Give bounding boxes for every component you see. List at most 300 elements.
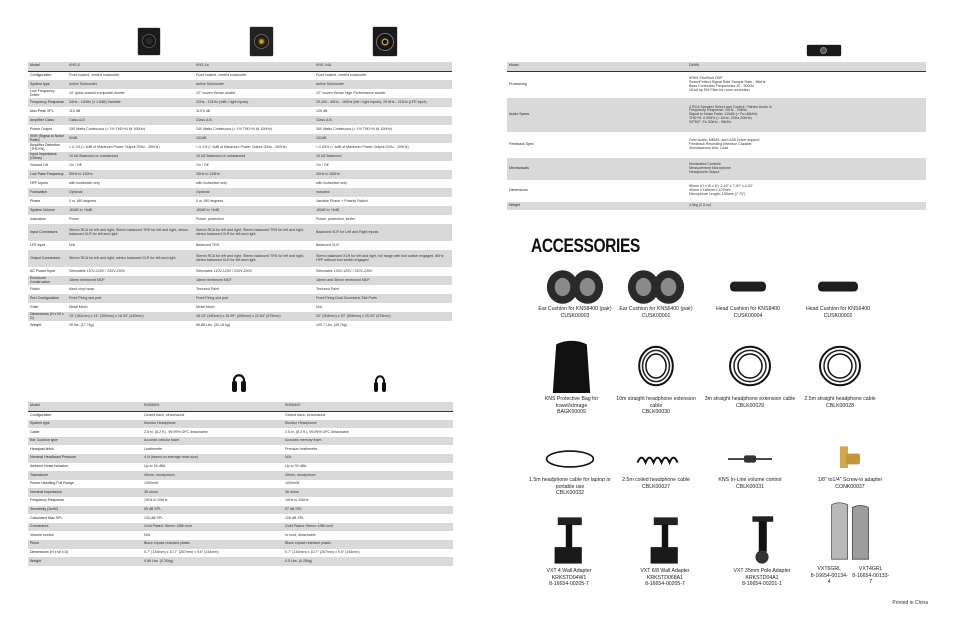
accessory-item bbox=[788, 268, 888, 319]
accessory-name: VXT 35mm Pole Adapter bbox=[733, 568, 791, 574]
table-row bbox=[28, 116, 452, 125]
spec-value-cell: 102dB bbox=[314, 134, 452, 143]
wall-adapter-icon bbox=[529, 513, 609, 568]
spec-label-cell: LFE input bbox=[28, 241, 67, 250]
spec-value-cell: 240 Watts Continuous (> 1% THD+N @ 100Hz) bbox=[194, 125, 314, 134]
spec-value-cell: 18.15" (460mm) x 15.99" (406mm) x 22.64" (575mm) bbox=[194, 312, 314, 321]
spec-value-cell: 125 dB SPL bbox=[142, 514, 283, 523]
spec-label-cell: Nominal Headband Pressure bbox=[28, 454, 142, 463]
spec-value-cell: N/A bbox=[283, 454, 453, 463]
spec-label-cell: Ambient Noise Isolation bbox=[28, 463, 142, 472]
accessory-name: KNS Protective Bag for travel/storage bbox=[544, 396, 599, 409]
spec-value-cell: 18mm reinforced MDF bbox=[67, 276, 194, 285]
spec-value-cell: Textured Paint bbox=[314, 285, 452, 294]
spec-value-cell: KNS8400 bbox=[142, 402, 283, 411]
spec-label-cell: Sensitivity (1mW) bbox=[28, 506, 142, 515]
spec-value-cell: KNS-8 bbox=[67, 62, 194, 71]
spec-label-cell: Pinch bbox=[28, 540, 142, 549]
spec-value-cell: Up to 30 dBA bbox=[283, 463, 453, 472]
spec-label-cell: Calculated Max SPL bbox=[28, 514, 142, 523]
table-row bbox=[28, 321, 452, 330]
spec-label-cell: Input Connectors bbox=[28, 224, 67, 241]
accessory-item bbox=[529, 513, 609, 588]
spec-value-cell: 18mm and 36mm reinforced MDF bbox=[314, 276, 452, 285]
accessory-name: 3m straight headphone extension cable bbox=[704, 396, 796, 402]
table-row bbox=[28, 437, 453, 446]
spec-value-cell: 125 dB bbox=[314, 107, 452, 116]
spec-value-cell: 0.5 Lbs. (0.28kg) bbox=[283, 557, 453, 566]
spec-value-cell: Front Firing slot port bbox=[67, 294, 194, 303]
table-row bbox=[28, 523, 453, 532]
spec-label-cell: System Volume bbox=[28, 206, 67, 215]
spec-value-cell: -80dB to +6dB bbox=[194, 206, 314, 215]
spec-value-cell: with footswitch only bbox=[67, 179, 194, 188]
spec-value-cell: 10Hz to 20kHz bbox=[283, 497, 453, 506]
spec-value-cell: Front loaded, vented subwoofer bbox=[67, 71, 194, 80]
table-row bbox=[28, 420, 453, 429]
spec-value-cell: 119.5 dB bbox=[194, 107, 314, 116]
spec-value-cell: Variable Phase + Polarity Switch bbox=[314, 197, 452, 206]
spec-value-cell: 66.88 Lbs. (30.18 kg) bbox=[194, 321, 314, 330]
accessory-name: 10m straight headphone extension cable bbox=[616, 396, 696, 409]
spec-value-cell: < 0.05% (> 6dB of Maximum Power Output 20Hz - 200Hz) bbox=[314, 143, 452, 152]
accessory-item bbox=[700, 336, 800, 409]
spec-label-cell: Feedback Spec bbox=[507, 132, 687, 158]
table-row bbox=[507, 180, 926, 202]
spec-label-cell: Grille bbox=[28, 303, 67, 312]
spec-value-cell: Black impact resistant plastic bbox=[283, 540, 453, 549]
table-row bbox=[28, 197, 452, 206]
spec-label-cell: Dimensions (H x W x D) bbox=[28, 549, 142, 558]
accessory-item bbox=[614, 336, 698, 416]
spec-label-cell: Dimensions (H x W x D) bbox=[28, 312, 67, 321]
spec-value-cell: N/A bbox=[67, 241, 194, 250]
spec-value-cell: 35Hz to 125Hz bbox=[194, 170, 314, 179]
kns6400-headphone-image bbox=[373, 370, 387, 394]
spec-value-cell: 40Hz to 160Hz bbox=[314, 170, 452, 179]
accessory-item bbox=[700, 441, 800, 490]
spec-value-cell: included bbox=[314, 188, 452, 197]
table-row bbox=[28, 188, 452, 197]
accessory-name: VXT6GRL bbox=[817, 566, 842, 572]
spec-label-cell: Phase bbox=[28, 197, 67, 206]
spec-value-cell: KRK5 ShulTech DSP ResonPerfect Signal Rate Sample Rate - 96kHz Bass Correction Frequencies 20 - 300Hz 16-bit up EM Filter for room correction bbox=[687, 71, 926, 98]
volume-knob-icon bbox=[820, 47, 827, 54]
coiled-cable-icon bbox=[614, 441, 698, 477]
table-row bbox=[28, 224, 452, 241]
table-row bbox=[28, 540, 453, 549]
accessory-name: VXT 6/8 Wall Adapter bbox=[640, 568, 690, 574]
spec-label-cell: Model bbox=[28, 402, 142, 411]
woofer-cone-icon bbox=[142, 34, 156, 48]
spec-value-cell: 5.7" (145mm) x 10.7" (267mm) x 9.6" (244mm) bbox=[283, 549, 453, 558]
table-row bbox=[28, 161, 452, 170]
spec-value-cell: Selectable 110V-120V / 220V-240V bbox=[67, 267, 194, 276]
spec-value-cell: 10Hz to 20kHz bbox=[142, 497, 283, 506]
table-row bbox=[28, 463, 453, 472]
spec-label-cell: Finish bbox=[28, 285, 67, 294]
spec-value-cell: Class A-B bbox=[67, 116, 194, 125]
volume-control-icon bbox=[700, 441, 800, 477]
table-row bbox=[507, 98, 926, 132]
spec-value-cell: Monitor Headphone bbox=[283, 420, 453, 429]
spec-value-cell: On / Off bbox=[67, 161, 194, 170]
spec-value-cell: 29-250 - 40Hz - 160Hz (left / right inputs), 29.5Hz - 211Hz (LFE input) bbox=[314, 98, 452, 107]
spec-value-cell: Balanced TRS bbox=[194, 241, 314, 250]
table-row bbox=[507, 71, 926, 98]
spec-value-cell: 89mm (H x W x D): 2.16" x 7.30" x 4.20" 40mm x 185mm x 107mm Microphone Length: 195mm (7.70") bbox=[687, 180, 926, 202]
spec-value-cell: Stereo RCA for left and right, stereo balanced XLR for left and right bbox=[67, 250, 194, 267]
spec-value-cell: < 0.1% (> 6dB of Maximum Power Output 20Hz - 200Hz) bbox=[194, 143, 314, 152]
spec-value-cell: KNS6400 bbox=[283, 402, 453, 411]
knsv4a-subwoofer-image bbox=[373, 27, 397, 56]
spec-value-cell: 36 ohms bbox=[283, 488, 453, 497]
spec-value-cell: 2.5 m, (8.2 ft.), 99.99% OFC detachable bbox=[142, 428, 283, 437]
spec-label-cell: Weight bbox=[28, 321, 67, 330]
spec-value-cell: Over Audio, MEMS, and USB Driver support Feedback Recording Interface Capable Simultaneous Use, Load bbox=[687, 132, 926, 158]
spec-value-cell: Black impact resistant plastic bbox=[142, 540, 283, 549]
accessory-name: Head Cushion for KNS8400 bbox=[715, 306, 781, 312]
spec-value-cell: Closed back, circumaural bbox=[283, 411, 453, 420]
spec-value-cell: Power bbox=[67, 215, 194, 224]
accessory-item bbox=[800, 441, 900, 490]
spec-value-cell: 20" (508mm) x 20" (508mm) x 25.00" (575mm) bbox=[314, 312, 452, 321]
spec-value-cell: Active Subwoofer bbox=[194, 80, 314, 89]
accessory-name: 2.5m coiled headphone cable bbox=[622, 477, 690, 483]
spec-label-cell: Configuration bbox=[28, 71, 67, 80]
spec-value-cell: Gold Plated: Stereo 1/8th inch bbox=[283, 523, 453, 532]
accessory-item bbox=[617, 268, 695, 319]
spec-value-cell: 36 ohms bbox=[142, 488, 283, 497]
accessory-item bbox=[536, 268, 614, 319]
accessory-item bbox=[625, 513, 705, 588]
table-row bbox=[28, 152, 452, 161]
spec-value-cell: Class A-B bbox=[194, 116, 314, 125]
table-row bbox=[28, 285, 452, 294]
spec-value-cell: 10 kΩ Balanced or unbalanced bbox=[67, 152, 194, 161]
spec-label-cell: Low Pass Frequency bbox=[28, 170, 67, 179]
accessory-code: 8-16654-00134-4 bbox=[810, 572, 848, 585]
spec-value-cell: with footswitch only bbox=[194, 179, 314, 188]
spec-value-cell: with footswitch only bbox=[314, 179, 452, 188]
spec-value-cell: 5.7" (145mm) x 10.7" (267mm) x 9.6" (244mm) bbox=[142, 549, 283, 558]
spec-value-cell: Optional bbox=[67, 188, 194, 197]
accessory-item bbox=[810, 498, 890, 586]
spec-value-cell: Up to 26 dBA bbox=[142, 463, 283, 472]
wall-adapter-icon bbox=[625, 513, 705, 568]
spec-value-cell: Active Subwoofer bbox=[67, 80, 194, 89]
spec-label-cell: Input Impedance (Ohms) bbox=[28, 152, 67, 161]
spec-value-cell: 102dB bbox=[194, 134, 314, 143]
controller-spec-table bbox=[507, 62, 926, 210]
table-row bbox=[28, 276, 452, 285]
spec-value-cell: Selectable 110V-120V / 220V-240V bbox=[194, 267, 314, 276]
table-row bbox=[28, 480, 453, 489]
table-row bbox=[28, 514, 453, 523]
spec-value-cell: Stereo RCA for left and right, Stereo balanced TRS for left and right, stereo balanced XLR for left and right bbox=[194, 224, 314, 241]
table-row bbox=[28, 267, 452, 276]
spec-value-cell: Metal Mesh bbox=[194, 303, 314, 312]
spec-value-cell: 32Hz - 131Hz (±dB / right inputs) bbox=[194, 98, 314, 107]
accessory-code: CBLK00030 bbox=[642, 409, 670, 415]
spec-value-cell: 4 RCA Speaker Select and Control / Stereo Audio in Frequency Response: 20Hz - 20kHz Signal to Noise Ratio: 110dB (> Fs=48kHz) THD+N: 0.005% (> 1kHz, 20Hz-20kHz) S/PDIF: Fs 32kHz - 96kHz bbox=[687, 98, 926, 132]
spec-value-cell: 0 or 180 degrees bbox=[194, 197, 314, 206]
accessory-code: CBLK00028 bbox=[826, 402, 854, 409]
spec-value-cell: Selectable 100V-120V / 220V-240V bbox=[314, 267, 452, 276]
spec-value-cell: Stereo balanced XLR for left and right, full range with foot switch engaged, 80Hz HPF without foot switch engaged bbox=[314, 250, 452, 267]
table-row bbox=[28, 303, 452, 312]
table-row bbox=[28, 549, 453, 558]
accessory-name: KNS In-Line volume control bbox=[718, 477, 782, 483]
grille-caption bbox=[852, 566, 891, 586]
accessory-code: CUSK00001 bbox=[641, 312, 671, 319]
accessory-item bbox=[525, 441, 615, 497]
spec-value-cell: 50Hz to 130Hz bbox=[67, 170, 194, 179]
accessory-name: Ear Cushion for KNS6400 (pair) bbox=[619, 306, 693, 312]
spec-value-cell: 115 dB bbox=[67, 107, 194, 116]
accessory-code: BAGK00009 bbox=[557, 409, 586, 415]
headphones-spec-table bbox=[28, 402, 453, 566]
spec-value-cell: Optional bbox=[194, 188, 314, 197]
spec-label-cell: Connectors bbox=[28, 523, 142, 532]
spec-label-cell: Low Frequency Driver bbox=[28, 89, 67, 98]
spec-label-cell: Amplifier Class bbox=[28, 116, 67, 125]
spec-label-cell: Processing bbox=[507, 71, 687, 98]
spec-value-cell: On / Off bbox=[314, 161, 452, 170]
spec-value-cell: Power, protection, limiter bbox=[314, 215, 452, 224]
spec-value-cell: 4 N (based on average head size) bbox=[142, 454, 283, 463]
spec-label-cell: SNR (Signal to Noise Ratio) bbox=[28, 134, 67, 143]
spec-label-cell: Headpad finish bbox=[28, 445, 142, 454]
spec-value-cell: 39 lbs. (17.7kg) bbox=[67, 321, 194, 330]
spec-label-cell: Weight bbox=[28, 557, 142, 566]
table-row bbox=[28, 506, 453, 515]
table-header-row bbox=[28, 62, 452, 71]
table-row bbox=[28, 454, 453, 463]
spec-value-cell: Acoustic cellular foam bbox=[142, 437, 283, 446]
cable-icon bbox=[790, 336, 890, 396]
spec-value-cell: Gold Plated: Stereo 1/8th inch bbox=[142, 523, 283, 532]
spec-value-cell: Monitor Headphone bbox=[142, 420, 283, 429]
spec-value-cell: 4.9kg (2.5 oz) bbox=[687, 202, 926, 210]
cable-icon bbox=[525, 441, 615, 477]
table-row bbox=[28, 250, 452, 267]
kns8-subwoofer-image bbox=[138, 28, 160, 55]
table-header-row bbox=[28, 402, 453, 411]
table-row bbox=[507, 202, 926, 210]
cable-icon bbox=[614, 336, 698, 396]
spec-value-cell: Class A-B bbox=[314, 116, 452, 125]
spec-value-cell: 10 kΩ Balanced or unbalanced bbox=[194, 152, 314, 161]
spec-label-cell: Output Connectors bbox=[28, 250, 67, 267]
spec-value-cell: 18mm reinforced MDF bbox=[194, 276, 314, 285]
accessory-upc: 8-16654-00201-1 bbox=[742, 581, 782, 587]
spec-value-cell: -80dB to +6dB bbox=[67, 206, 194, 215]
table-row bbox=[28, 215, 452, 224]
spec-label-cell: Ground Lift bbox=[28, 161, 67, 170]
accessory-code: KRKSTD068A1 bbox=[646, 574, 684, 581]
accessory-code: CBLK00029 bbox=[736, 402, 764, 409]
accessory-code: CUSK00003 bbox=[560, 312, 590, 319]
accessory-item bbox=[703, 268, 793, 319]
spec-label-cell: Nominal Impedance bbox=[28, 488, 142, 497]
spec-value-cell: Power, protection bbox=[194, 215, 314, 224]
spec-value-cell: 126 dB SPL bbox=[283, 514, 453, 523]
spec-label-cell: System type bbox=[28, 80, 67, 89]
table-row bbox=[28, 294, 452, 303]
table-row bbox=[28, 71, 452, 80]
table-row bbox=[28, 488, 453, 497]
spec-label-cell: Dimensions bbox=[507, 180, 687, 202]
spec-label-cell: Footswitch bbox=[28, 188, 67, 197]
accessory-name: 1.5m headphone cable for laptop or portable use bbox=[529, 477, 611, 490]
cable-icon bbox=[700, 336, 800, 396]
kns1a-subwoofer-image bbox=[250, 27, 273, 56]
table-row bbox=[28, 170, 452, 179]
ear-cushion-icon bbox=[536, 268, 614, 306]
accessory-name: Ear Cushion for KNS8400 (pair) bbox=[538, 306, 612, 312]
spec-value-cell: Front loaded, vented subwoofer bbox=[314, 71, 452, 80]
spec-value-cell: Balanced XLR bbox=[314, 241, 452, 250]
grille-caption-row bbox=[810, 566, 890, 586]
spec-label-cell: Port Configuration bbox=[28, 294, 67, 303]
accessory-item bbox=[614, 441, 698, 490]
spec-value-cell: On / Off bbox=[194, 161, 314, 170]
spec-value-cell: 40mm, neodymium bbox=[283, 471, 453, 480]
spec-value-cell: Front loaded, vented subwoofer bbox=[194, 71, 314, 80]
spec-value-cell: -80dB to +6dB bbox=[314, 206, 452, 215]
spec-label-cell: Configuration bbox=[28, 411, 142, 420]
spec-value-cell: 1000mW bbox=[283, 480, 453, 489]
table-row bbox=[28, 312, 452, 321]
accessory-code: CBLK00032 bbox=[556, 490, 584, 496]
accessory-code: CUSK00004 bbox=[733, 312, 763, 319]
table-row bbox=[28, 134, 452, 143]
table-row bbox=[28, 428, 453, 437]
spec-value-cell: Metal Mesh bbox=[67, 303, 194, 312]
spec-label-cell: Enclosure Construction bbox=[28, 276, 67, 285]
accessory-upc: 8-16654-00205-7 bbox=[549, 581, 589, 587]
spec-value-cell: N/A bbox=[314, 303, 452, 312]
spec-value-cell: 0 or 180 degrees bbox=[67, 197, 194, 206]
spec-label-cell: Transducer bbox=[28, 471, 142, 480]
spec-value-cell: Illuminated Controls Measurement Microphone Headphone Output bbox=[687, 158, 926, 180]
spec-value-cell: Stereo RCA for left and right, Stereo balanced TRS for left and right, stereo balanced XLR for left and right bbox=[67, 224, 194, 241]
printed-in-label: Printed in China bbox=[892, 600, 928, 606]
spec-label-cell: Indicators bbox=[28, 215, 67, 224]
spec-label-cell: Power Output bbox=[28, 125, 67, 134]
table-row bbox=[28, 179, 452, 188]
spec-value-cell: Closed back, circumaural bbox=[142, 411, 283, 420]
spec-value-cell: 10 kΩ Balanced bbox=[314, 152, 452, 161]
screw-adapter-icon bbox=[800, 441, 900, 477]
spec-label-cell: Cable bbox=[28, 428, 142, 437]
accessory-code: CONK00037 bbox=[835, 483, 865, 490]
spec-value-cell: 40mm, neodymium bbox=[142, 471, 283, 480]
accessory-code: 8-16654-00133-7 bbox=[852, 572, 890, 585]
accessory-item bbox=[790, 336, 890, 409]
spec-value-cell: KNS-1a bbox=[194, 62, 314, 71]
table-header-row bbox=[507, 62, 926, 71]
accessory-code: KRKSTD04A1 bbox=[745, 574, 779, 581]
head-cushion-icon bbox=[703, 268, 793, 306]
spec-value-cell: Balanced XLR for Left and Right Inputs bbox=[314, 224, 452, 241]
accessory-name: VXT4GRL bbox=[858, 566, 883, 572]
ear-cushion-icon bbox=[617, 268, 695, 306]
spec-label-cell: Mechanicals bbox=[507, 158, 687, 180]
spec-value-cell: Premium leatherette bbox=[283, 445, 453, 454]
grille-caption bbox=[810, 566, 849, 586]
spec-label-cell: Frequency Response bbox=[28, 497, 142, 506]
spec-value-cell: 2.5 m, (8.2 ft.), 99.99% OFC detachable bbox=[283, 428, 453, 437]
spec-value-cell: black vinyl wrap bbox=[67, 285, 194, 294]
table-row bbox=[507, 158, 926, 180]
table-row bbox=[28, 241, 452, 250]
spec-label-cell: Amplifier Distortion (THD+N) bbox=[28, 143, 67, 152]
table-row bbox=[28, 445, 453, 454]
spec-value-cell: Front Firing Dual Geometric Slot Ports bbox=[314, 294, 452, 303]
spec-label-cell: Power Handling Full Range bbox=[28, 480, 142, 489]
accessory-name: 1/8" to1/4" Screw-in adapter bbox=[817, 477, 883, 483]
table-row bbox=[507, 132, 926, 158]
spec-value-cell: KNS-V4A bbox=[314, 62, 452, 71]
accessory-code: CBLK00031 bbox=[736, 483, 764, 490]
spec-value-cell: 300 Watts Continuous (> 1% THD+N @ 100Hz) bbox=[314, 125, 452, 134]
table-row bbox=[28, 531, 453, 540]
spec-value-cell: Stereo RCA for left and right, Stereo balanced TRS for left and right, stereo balanced XLR for left and right bbox=[194, 250, 314, 267]
accessory-code: KRKSTD04W1 bbox=[551, 574, 587, 581]
table-row bbox=[28, 98, 452, 107]
spec-value-cell: 95 dB SPL bbox=[142, 506, 283, 515]
table-row bbox=[28, 206, 452, 215]
spec-label-cell: HPF Inputs bbox=[28, 179, 67, 188]
spec-value-cell: 12" woven Kevlar High Performance woofer bbox=[314, 89, 452, 98]
spec-value-cell: 10" glass aramid composite woofer bbox=[67, 89, 194, 98]
accessory-item bbox=[722, 513, 802, 588]
accessory-code: CUSK00002 bbox=[823, 312, 853, 319]
spec-label-cell: Model bbox=[28, 62, 67, 71]
accessory-item bbox=[529, 336, 614, 416]
spec-value-cell: DMH5 bbox=[687, 62, 926, 71]
table-row bbox=[28, 107, 452, 116]
spec-value-cell: 0.66 Lbs. (0.30kg) bbox=[142, 557, 283, 566]
table-row bbox=[28, 497, 453, 506]
protective-bag-icon bbox=[529, 336, 614, 396]
accessory-name: Head Cushion for KNS6400 bbox=[805, 306, 871, 312]
spec-value-cell: 34Hz - 140Hz (± 1.8dB) Variable bbox=[67, 98, 194, 107]
monitors-spec-table bbox=[28, 62, 452, 330]
spec-label-cell: System type bbox=[28, 420, 142, 429]
spec-label-cell: AC Power Input bbox=[28, 267, 67, 276]
table-row bbox=[28, 80, 452, 89]
spec-label-cell: Ear Cushion type bbox=[28, 437, 142, 446]
spec-value-cell: N/A bbox=[142, 531, 283, 540]
kns8400-headphone-image bbox=[231, 369, 247, 394]
table-row bbox=[28, 557, 453, 566]
grille-icon bbox=[810, 498, 890, 566]
woofer-cone-icon bbox=[376, 33, 394, 51]
spec-value-cell: In cord, detachable bbox=[283, 531, 453, 540]
accessories-heading: ACCESSORIES bbox=[531, 236, 640, 257]
table-row bbox=[28, 143, 452, 152]
spec-value-cell: Textured Paint bbox=[194, 285, 314, 294]
spec-value-cell: Acoustic memory foam bbox=[283, 437, 453, 446]
spec-label-cell: Volume control bbox=[28, 531, 142, 540]
table-row bbox=[28, 471, 453, 480]
spec-value-cell: < 0.1% (> 6dB of Maximum Power Output 20Hz - 200Hz) bbox=[67, 143, 194, 152]
accessory-name: VXT 4 Wall Adapter bbox=[546, 568, 592, 574]
spec-label-cell: Frequency Response bbox=[28, 98, 67, 107]
